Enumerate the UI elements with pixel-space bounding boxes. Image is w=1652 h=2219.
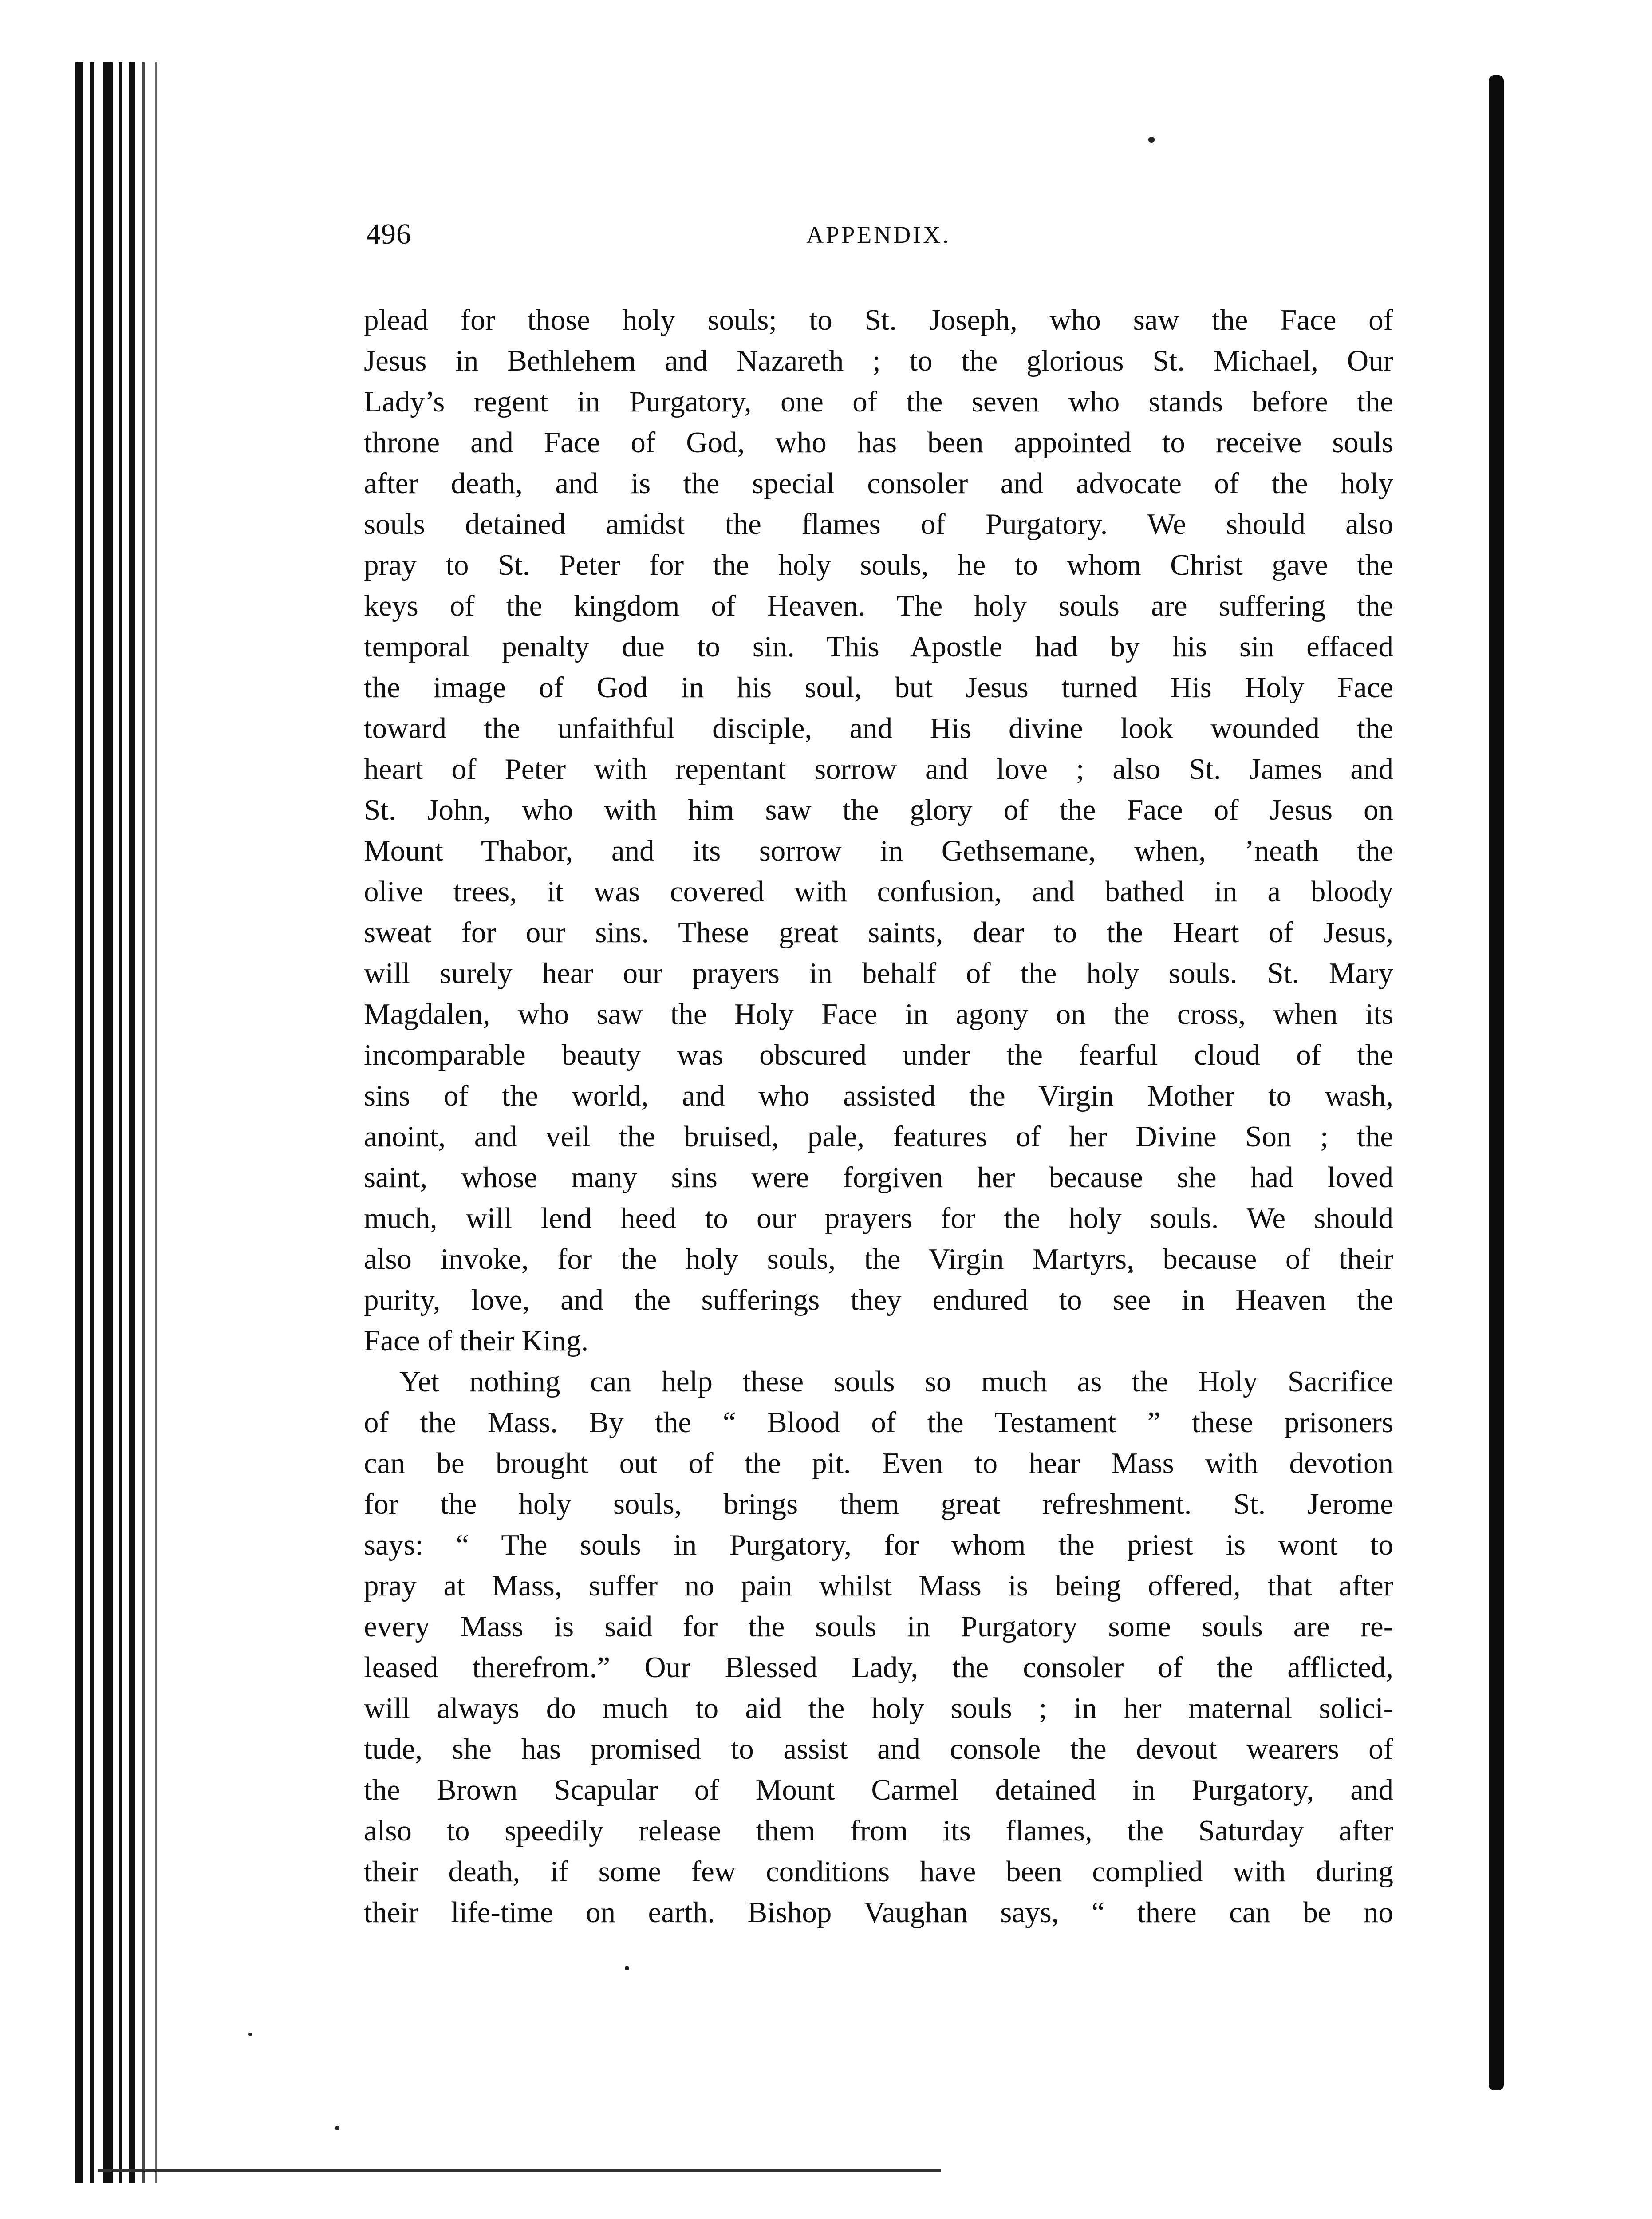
text-line: will surely hear our prayers in behalf of the holy souls. St. Mary xyxy=(364,957,1393,990)
body-text xyxy=(364,300,1393,1933)
text-line: also to speedily release them from its flames, the Saturday after xyxy=(364,1814,1393,1847)
text-line: also invoke, for the holy souls, the Virgin Martyrs, because of their xyxy=(364,1243,1393,1275)
scan-speck xyxy=(1148,137,1155,143)
text-line: every Mass is said for the souls in Purgatory some souls are re- xyxy=(364,1610,1393,1643)
text-line: purity, love, and the sufferings they endured to see in Heaven the xyxy=(364,1283,1393,1316)
text-line: sweat for our sins. These great saints, dear to the Heart of Jesus, xyxy=(364,916,1393,949)
book-binding-shadow xyxy=(62,62,177,2183)
scan-speck xyxy=(335,2126,339,2130)
text-line: pray at Mass, suffer no pain whilst Mass is being offered, that after xyxy=(364,1569,1393,1602)
text-line: throne and Face of God, who has been appointed to receive souls xyxy=(364,426,1393,459)
text-line: Face of their King. xyxy=(364,1324,589,1357)
text-line: their death, if some few conditions have been complied with during xyxy=(364,1855,1393,1888)
text-line: says: “ The souls in Purgatory, for whom the priest is wont to xyxy=(364,1528,1393,1561)
text-line: anoint, and veil the bruised, pale, features of her Divine Son ; the xyxy=(364,1120,1393,1153)
running-head xyxy=(364,209,1393,257)
text-line: Lady’s regent in Purgatory, one of the seven who stands before the xyxy=(364,385,1393,418)
scan-speck xyxy=(625,1966,629,1970)
text-line: Mount Thabor, and its sorrow in Gethsemane, when, ’neath the xyxy=(364,834,1393,867)
text-line: Yet nothing can help these souls so much as the Holy Sacrifice xyxy=(399,1365,1393,1398)
text-line: olive trees, it was covered with confusion, and bathed in a bloody xyxy=(364,875,1393,908)
text-line: can be brought out of the pit. Even to hear Mass with devotion xyxy=(364,1447,1393,1480)
text-line: leased therefrom.” Our Blessed Lady, the consoler of the afflicted, xyxy=(364,1651,1393,1684)
book-page xyxy=(364,209,1393,1933)
text-line: the image of God in his soul, but Jesus turned His Holy Face xyxy=(364,671,1393,704)
text-line: saint, whose many sins were forgiven her because she had loved xyxy=(364,1161,1393,1194)
text-line: for the holy souls, brings them great refreshment. St. Jerome xyxy=(364,1488,1393,1520)
text-line: temporal penalty due to sin. This Apostle had by his sin effaced xyxy=(364,630,1393,663)
text-line: St. John, who with him saw the glory of the Face of Jesus on xyxy=(364,794,1393,826)
text-line: incomparable beauty was obscured under the fearful cloud of the xyxy=(364,1038,1393,1071)
text-line: pray to St. Peter for the holy souls, he to whom Christ gave the xyxy=(364,549,1393,581)
text-line: souls detained amidst the flames of Purgatory. We should also xyxy=(364,508,1393,541)
text-line: plead for those holy souls; to St. Joseph, who saw the Face of xyxy=(364,304,1393,336)
text-line: heart of Peter with repentant sorrow and love ; also St. James and xyxy=(364,753,1393,786)
text-line: their life-time on earth. Bishop Vaughan says, “ there can be no xyxy=(364,1896,1393,1929)
scan-bottom-line xyxy=(98,2169,941,2172)
page-edge-shadow xyxy=(1489,75,1504,2090)
text-line: tude, she has promised to assist and console the devout wearers of xyxy=(364,1733,1393,1765)
running-title: APPENDIX. xyxy=(806,221,951,248)
text-line: sins of the world, and who assisted the Virgin Mother to wash, xyxy=(364,1079,1393,1112)
scan-speck xyxy=(248,2033,252,2036)
text-line: Jesus in Bethlehem and Nazareth ; to the glorious St. Michael, Our xyxy=(364,344,1393,377)
text-line: Magdalen, who saw the Holy Face in agony on the cross, when its xyxy=(364,998,1393,1031)
text-line: after death, and is the special consoler and advocate of the holy xyxy=(364,467,1393,500)
text-line: of the Mass. By the “ Blood of the Testament ” these prisoners xyxy=(364,1406,1393,1439)
text-line: keys of the kingdom of Heaven. The holy souls are suffering the xyxy=(364,589,1393,622)
text-line: the Brown Scapular of Mount Carmel detained in Purgatory, and xyxy=(364,1773,1393,1806)
text-line: will always do much to aid the holy souls ; in her maternal solici- xyxy=(364,1692,1393,1725)
text-line: much, will lend heed to our prayers for the holy souls. We should xyxy=(364,1202,1393,1235)
page-number: 496 xyxy=(366,218,411,250)
text-line: toward the unfaithful disciple, and His divine look wounded the xyxy=(364,712,1393,745)
